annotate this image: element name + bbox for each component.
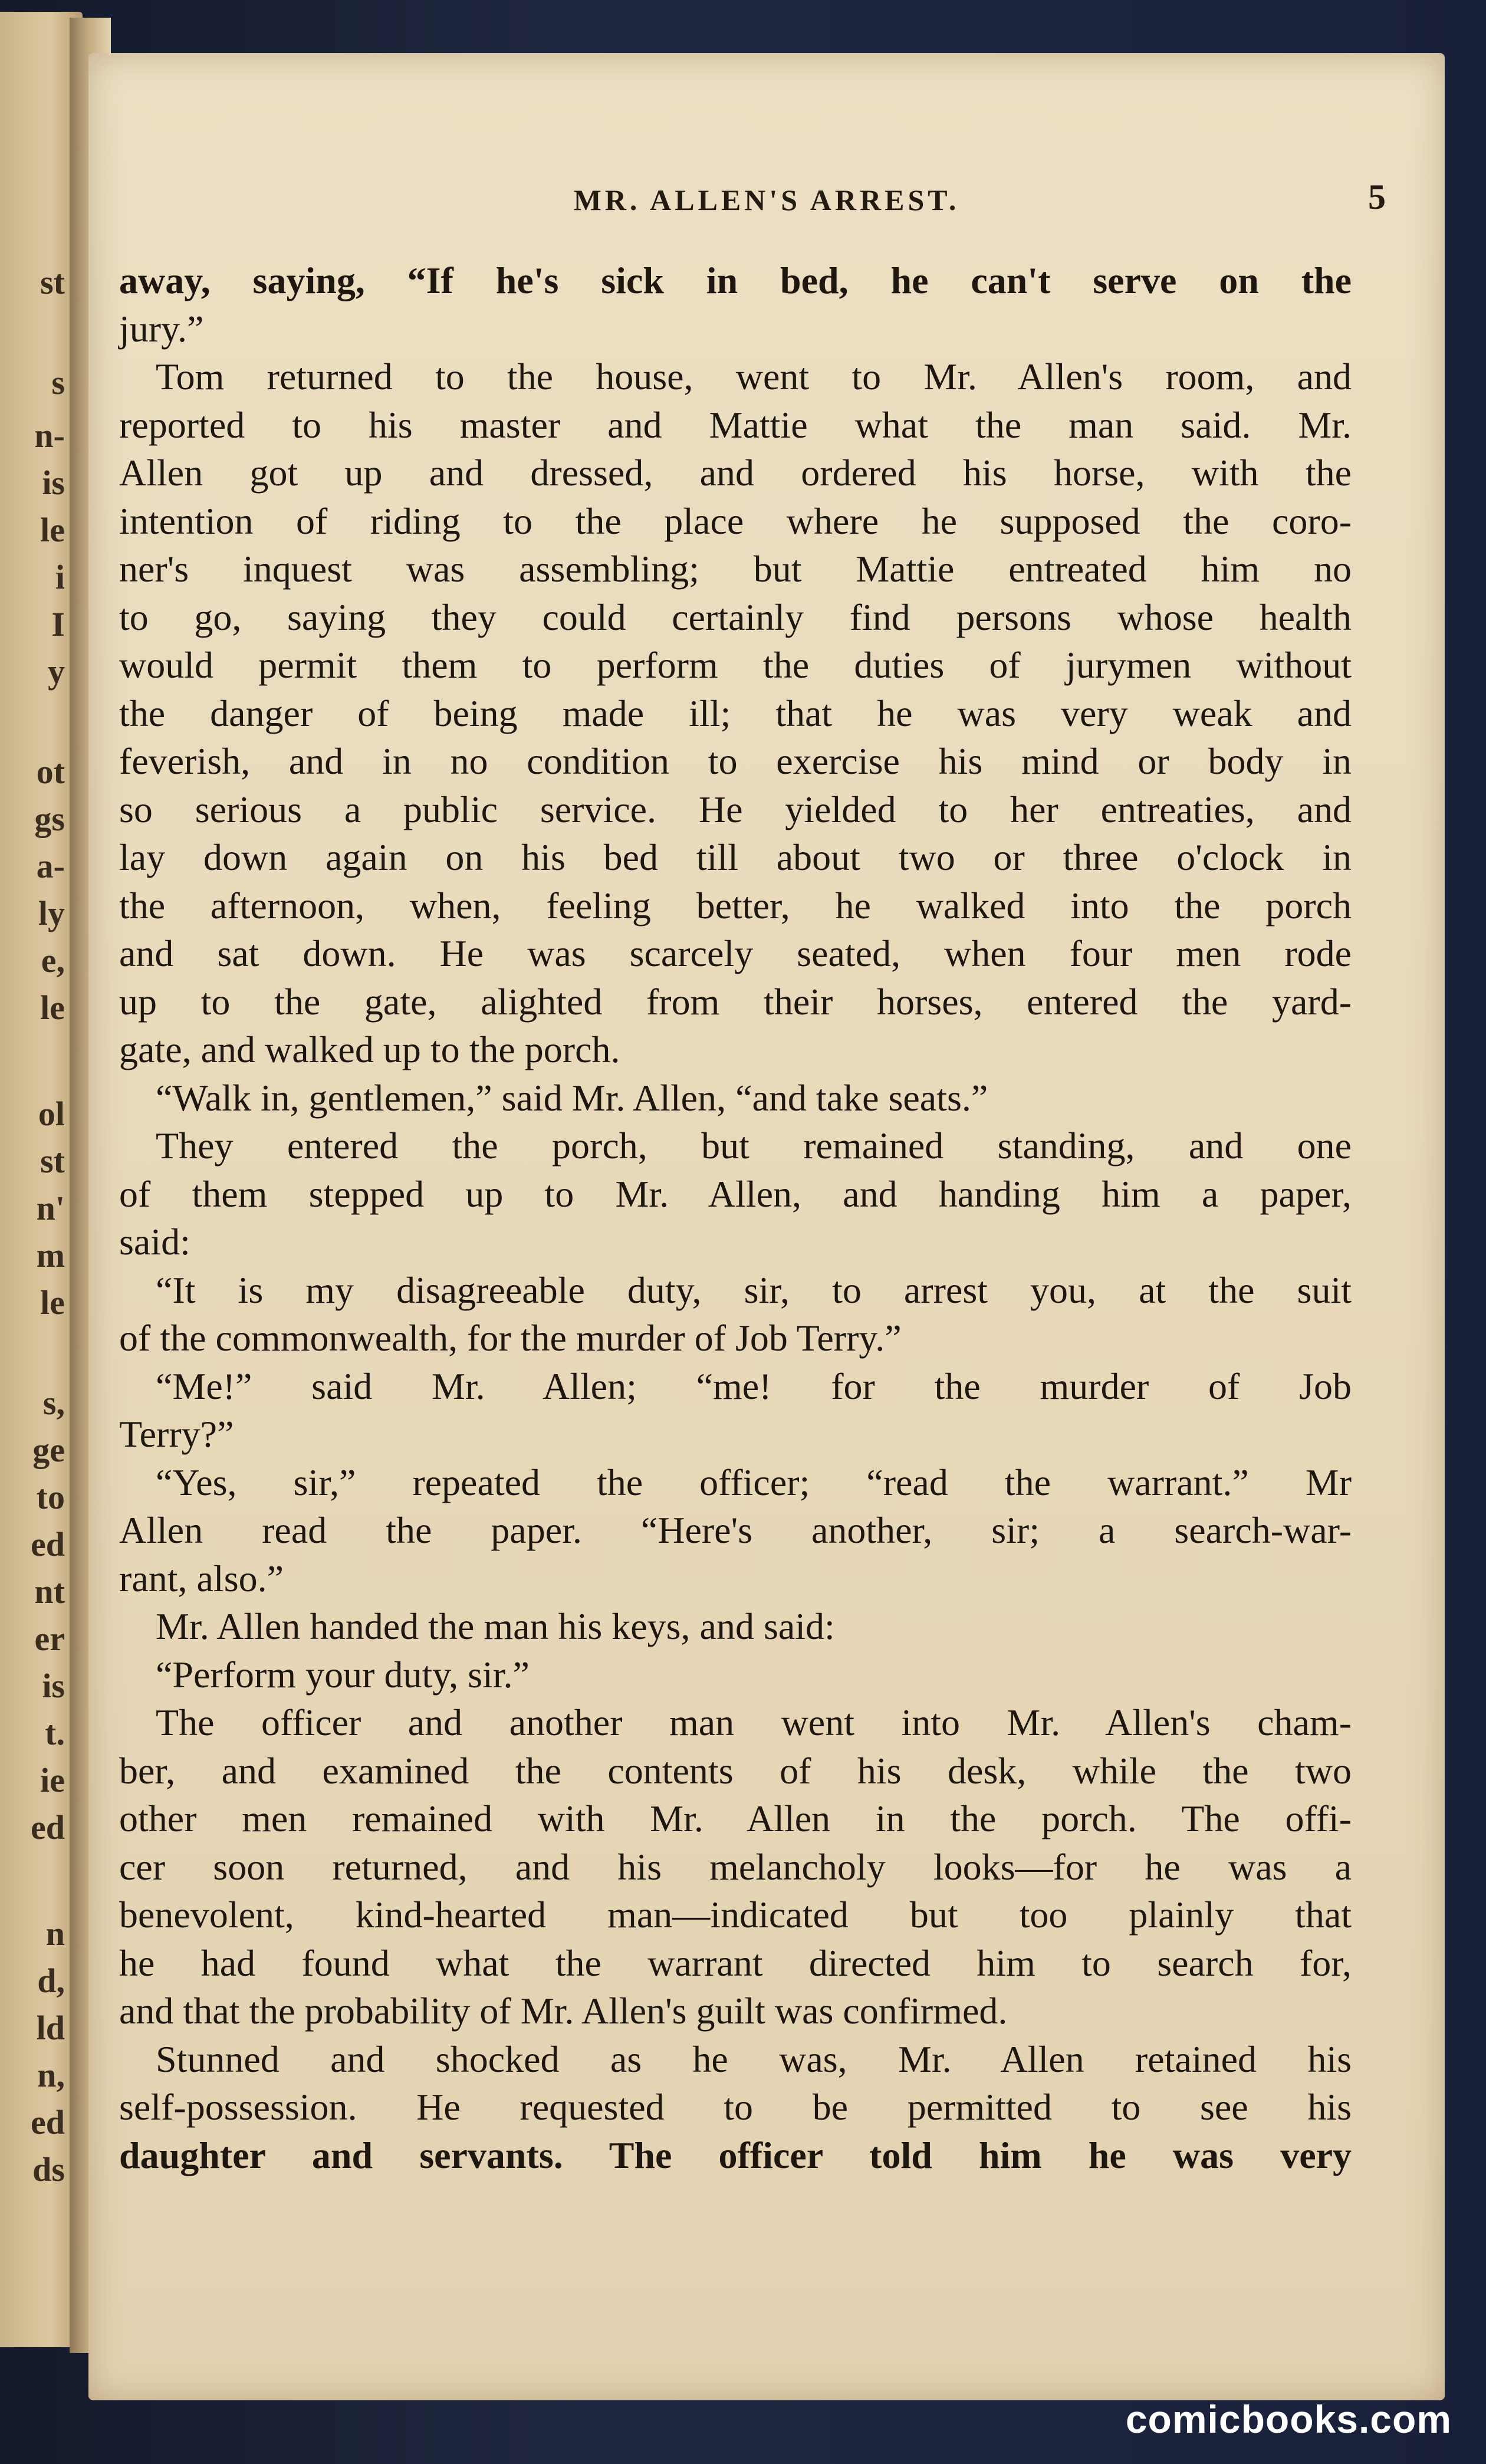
text-line: and sat down. He was scarcely seated, when four men rode — [119, 932, 1352, 974]
text-line: Stunned and shocked as he was, Mr. Allen retained his — [156, 2038, 1352, 2080]
facing-page-fragment: is — [42, 464, 65, 502]
text-line: Allen read the paper. “Here's another, sir; a search-war- — [119, 1509, 1352, 1551]
facing-page-fragment: ed — [31, 1525, 65, 1563]
facing-page-fragment: s, — [42, 1384, 65, 1422]
text-line: “It is my disagreeable duty, sir, to arrest you, at the suit — [156, 1269, 1352, 1311]
site-watermark: comicbooks.com — [1125, 2397, 1452, 2441]
facing-page-fragment: ol — [38, 1095, 65, 1133]
facing-page-fragment: y — [48, 652, 65, 691]
facing-page-fragment: n — [45, 1914, 65, 1953]
text-line: lay down again on his bed till about two or three o'clock in — [119, 836, 1352, 878]
text-line: intention of riding to the place where he supposed the coro- — [119, 500, 1352, 542]
facing-page-fragment: ds — [32, 2150, 65, 2189]
text-line: Mr. Allen handed the man his keys, and said: — [156, 1605, 835, 1647]
facing-page-fragment: to — [36, 1478, 65, 1516]
text-line: would permit them to perform the duties of jurymen without — [119, 644, 1352, 686]
text-line: of the commonwealth, for the murder of Job Terry.” — [119, 1317, 902, 1359]
facing-page-fragment: d, — [37, 1962, 65, 2000]
facing-page-fragment: e, — [41, 941, 65, 980]
text-line: ber, and examined the contents of his desk, while the two — [119, 1749, 1352, 1792]
facing-page-fragment: m — [36, 1236, 65, 1274]
text-line: the afternoon, when, feeling better, he walked into the porch — [119, 884, 1352, 927]
facing-page-fragment: t. — [45, 1714, 65, 1752]
text-line: rant, also.” — [119, 1557, 284, 1599]
text-line: feverish, and in no condition to exercise his mind or body in — [119, 740, 1352, 782]
facing-page-fragment: le — [40, 511, 65, 549]
text-line: gate, and walked up to the porch. — [119, 1029, 620, 1070]
text-line: The officer and another man went into Mr. Allen's cham- — [156, 1701, 1352, 1743]
facing-page-fragment: ge — [32, 1431, 65, 1469]
facing-page-fragment: is — [42, 1667, 65, 1705]
text-line: daughter and servants. The officer told him he was very — [119, 2134, 1352, 2176]
facing-page-fragment: ed — [31, 2103, 65, 2141]
page-text — [119, 257, 1352, 2179]
facing-page-fragment: gs — [34, 800, 65, 838]
text-line: Allen got up and dressed, and ordered his horse, with the — [119, 452, 1352, 494]
facing-page-fragment: a- — [36, 847, 65, 885]
text-line: benevolent, kind-hearted man—indicated but too plainly that — [119, 1894, 1352, 1936]
facing-page-fragment: nt — [34, 1572, 65, 1611]
text-line: other men remained with Mr. Allen in the porch. The offi- — [119, 1798, 1352, 1839]
text-line: reported to his master and Mattie what the man said. Mr. — [119, 403, 1352, 446]
text-line: “Walk in, gentlemen,” said Mr. Allen, “and take seats.” — [156, 1076, 988, 1119]
facing-page-fragment: ie — [40, 1761, 65, 1799]
text-line: he had found what the warrant directed him to search for, — [119, 1941, 1352, 1984]
text-line: Tom returned to the house, went to Mr. Allen's room, and — [156, 356, 1352, 397]
running-title: MR. ALLEN'S ARREST. — [573, 183, 960, 216]
text-line: of them stepped up to Mr. Allen, and handing him a paper, — [119, 1172, 1352, 1215]
text-line: “Yes, sir,” repeated the officer; “read the warrant.” Mr — [156, 1461, 1352, 1503]
facing-page-fragment: le — [40, 1283, 65, 1322]
text-line: They entered the porch, but remained standing, and one — [156, 1125, 1352, 1167]
text-line: the danger of being made ill; that he was very weak and — [119, 692, 1352, 734]
facing-page-fragment: n, — [37, 2056, 65, 2094]
facing-page-fragment: ot — [36, 753, 65, 791]
text-line: so serious a public service. He yielded to her entreaties, and — [119, 788, 1352, 830]
text-line: said: — [119, 1221, 190, 1263]
facing-page-fragment: I — [51, 605, 65, 643]
text-line: jury.” — [119, 307, 204, 350]
facing-page-fragment: st — [40, 1142, 65, 1180]
text-line: “Perform your duty, sir.” — [156, 1653, 530, 1696]
facing-page-fragment: i — [55, 558, 65, 596]
text-line: self-possession. He requested to be permitted to see his — [119, 2086, 1352, 2128]
book-page — [88, 53, 1445, 2400]
page-number: 5 — [1368, 178, 1386, 216]
facing-page-fragment: n- — [34, 416, 65, 455]
facing-page-fragment: le — [40, 988, 65, 1027]
facing-page-fragment: st — [40, 263, 65, 301]
text-line: up to the gate, alighted from their horses, entered the yard- — [119, 980, 1352, 1023]
facing-page-fragment: ly — [38, 894, 65, 932]
text-line: “Me!” said Mr. Allen; “me! for the murder of Job — [156, 1365, 1352, 1407]
facing-page-fragment: ed — [31, 1808, 65, 1847]
text-line: away, saying, “If he's sick in bed, he can't serve on the — [119, 259, 1352, 301]
facing-page-fragment: s — [51, 363, 65, 402]
facing-page-fragment: ld — [36, 2009, 65, 2047]
text-line: Terry?” — [119, 1413, 234, 1455]
text-line: and that the probability of Mr. Allen's guilt was confirmed. — [119, 1990, 1008, 2032]
text-line: to go, saying they could certainly find persons whose health — [119, 596, 1352, 638]
text-line: cer soon returned, and his melancholy looks—for he was a — [119, 1845, 1352, 1888]
facing-page-fragment: er — [34, 1619, 65, 1658]
text-line: ner's inquest was assembling; but Mattie entreated him no — [119, 548, 1352, 590]
facing-page-fragment: n' — [36, 1189, 65, 1227]
